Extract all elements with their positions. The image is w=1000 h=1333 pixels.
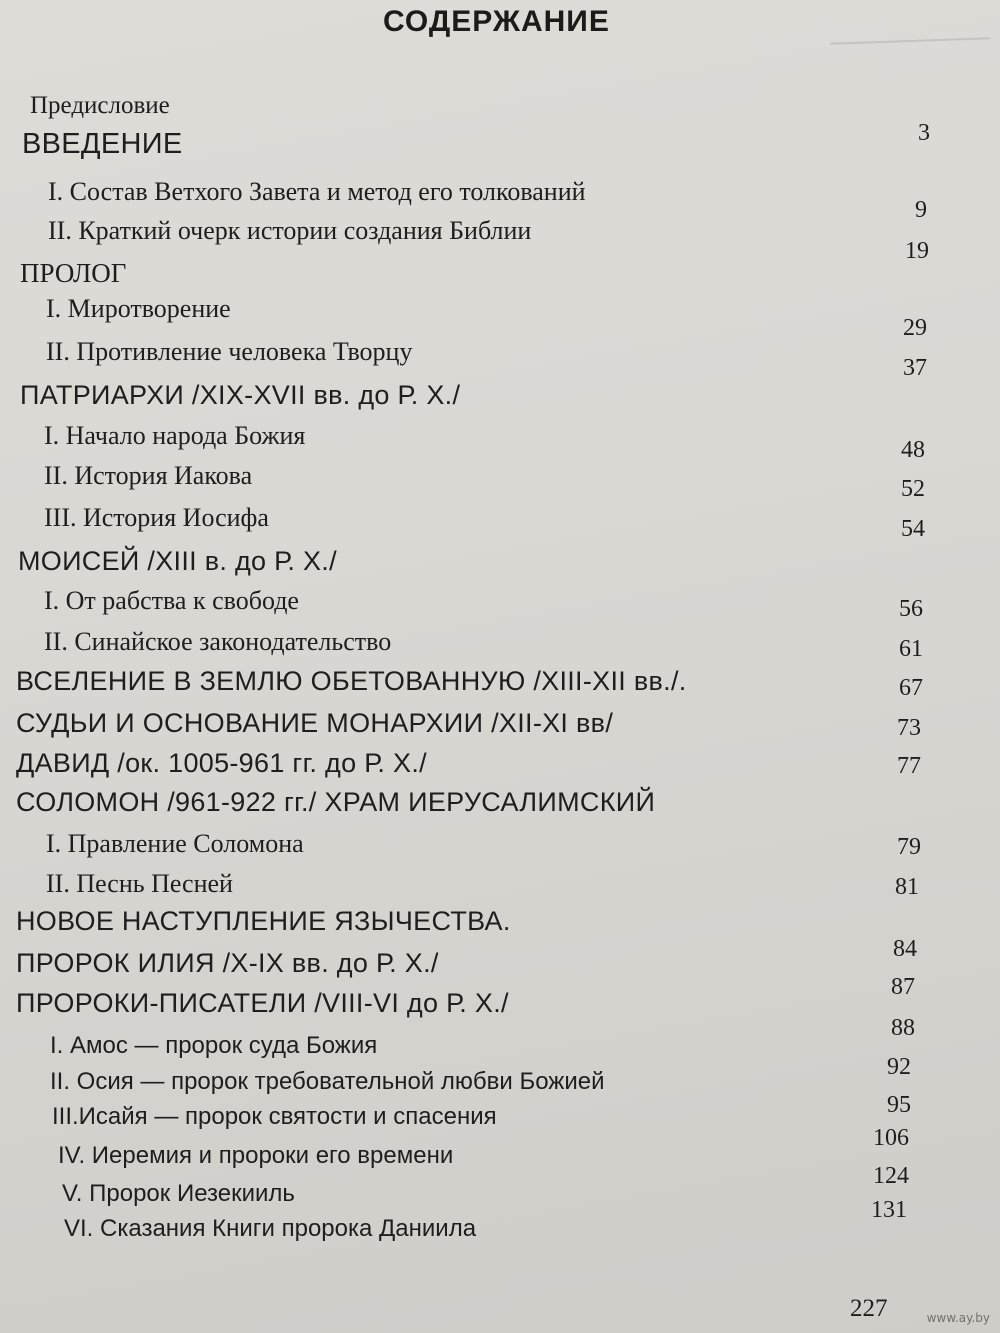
- toc-entry: ПРОРОКИ-ПИСАТЕЛИ /VIII-VI до Р. Х./: [16, 988, 509, 1018]
- watermark: www.ay.by: [926, 1311, 990, 1325]
- toc-entry: II. Синайское законодательство: [44, 627, 392, 656]
- toc-entry: IV. Иеремия и пророки его времени: [58, 1142, 454, 1169]
- page-number: 9: [915, 197, 927, 223]
- page-number: 52: [901, 476, 925, 502]
- toc-entry: I. От рабства к свободе: [44, 586, 299, 615]
- page-number: 77: [897, 753, 921, 779]
- page-number: 56: [899, 596, 923, 622]
- toc-entry: МОИСЕЙ /XIII в. до Р. Х./: [18, 546, 337, 576]
- toc-entry: ПАТРИАРХИ /XIX-XVII вв. до Р. Х./: [20, 380, 461, 410]
- page-number: 81: [895, 874, 919, 900]
- page-number: 87: [891, 974, 915, 1000]
- toc-entry: I. Правление Соломона: [46, 829, 304, 858]
- toc-entry: I. Состав Ветхого Завета и метод его толкований: [48, 177, 586, 206]
- page-number: 67: [899, 675, 923, 701]
- toc-entry: ПРОРОК ИЛИЯ /X-IX вв. до Р. Х./: [16, 948, 439, 978]
- toc-entry: ПРОЛОГ: [20, 258, 127, 288]
- bleed-through-decoration: [830, 37, 990, 45]
- toc-entry: СУДЬИ И ОСНОВАНИЕ МОНАРХИИ /XII-XI вв/: [16, 708, 614, 738]
- page-number: 19: [905, 238, 929, 264]
- page-number: 95: [887, 1092, 911, 1118]
- toc-entry: I. Миротворение: [46, 294, 231, 323]
- page-number: 37: [903, 355, 927, 381]
- page-number: 3: [918, 120, 930, 146]
- toc-entry: II. Краткий очерк истории создания Библии: [48, 216, 532, 245]
- page-number: 29: [903, 315, 927, 341]
- toc-entry: II. История Иакова: [44, 461, 253, 490]
- toc-entry: V. Пророк Иезекииль: [62, 1180, 295, 1207]
- page-number: 48: [901, 437, 925, 463]
- page-number: 106: [873, 1125, 909, 1151]
- toc-entry: Предисловие: [30, 92, 170, 119]
- page-number: 79: [897, 834, 921, 860]
- toc-entry: III. История Иосифа: [44, 503, 269, 532]
- toc-entry: III.Исайя — пророк святости и спасения: [52, 1103, 497, 1130]
- toc-entry: II. Песнь Песней: [46, 869, 233, 898]
- page-number: 84: [893, 936, 917, 962]
- footer-page-number: 227: [850, 1295, 888, 1322]
- page-number: 88: [891, 1015, 915, 1041]
- toc-entry: I. Амос — пророк суда Божия: [50, 1032, 378, 1059]
- toc-entry: ДАВИД /ок. 1005-961 гг. до Р. Х./: [16, 748, 427, 778]
- page-number: 61: [899, 636, 923, 662]
- page-title: СОДЕРЖАНИЕ: [383, 5, 610, 38]
- page-number: 131: [871, 1197, 907, 1223]
- toc-entry: VI. Сказания Книги пророка Даниила: [64, 1215, 477, 1242]
- page-number: 124: [873, 1163, 909, 1189]
- page-number: 54: [901, 516, 925, 542]
- toc-entry: II. Противление человека Творцу: [46, 337, 413, 366]
- toc-entry: II. Осия — пророк требовательной любви Божией: [50, 1068, 605, 1095]
- toc-entry: ВВЕДЕНИЕ: [22, 128, 183, 160]
- toc-entry: НОВОЕ НАСТУПЛЕНИЕ ЯЗЫЧЕСТВА.: [16, 906, 511, 936]
- page-number: 73: [897, 715, 921, 741]
- toc-entry: ВСЕЛЕНИЕ В ЗЕМЛЮ ОБЕТОВАННУЮ /XIII-XII вв./.: [16, 666, 687, 696]
- page-number: 92: [887, 1054, 911, 1080]
- toc-entry: I. Начало народа Божия: [44, 421, 306, 450]
- toc-entry: СОЛОМОН /961-922 гг./ ХРАМ ИЕРУСАЛИМСКИЙ: [16, 787, 656, 817]
